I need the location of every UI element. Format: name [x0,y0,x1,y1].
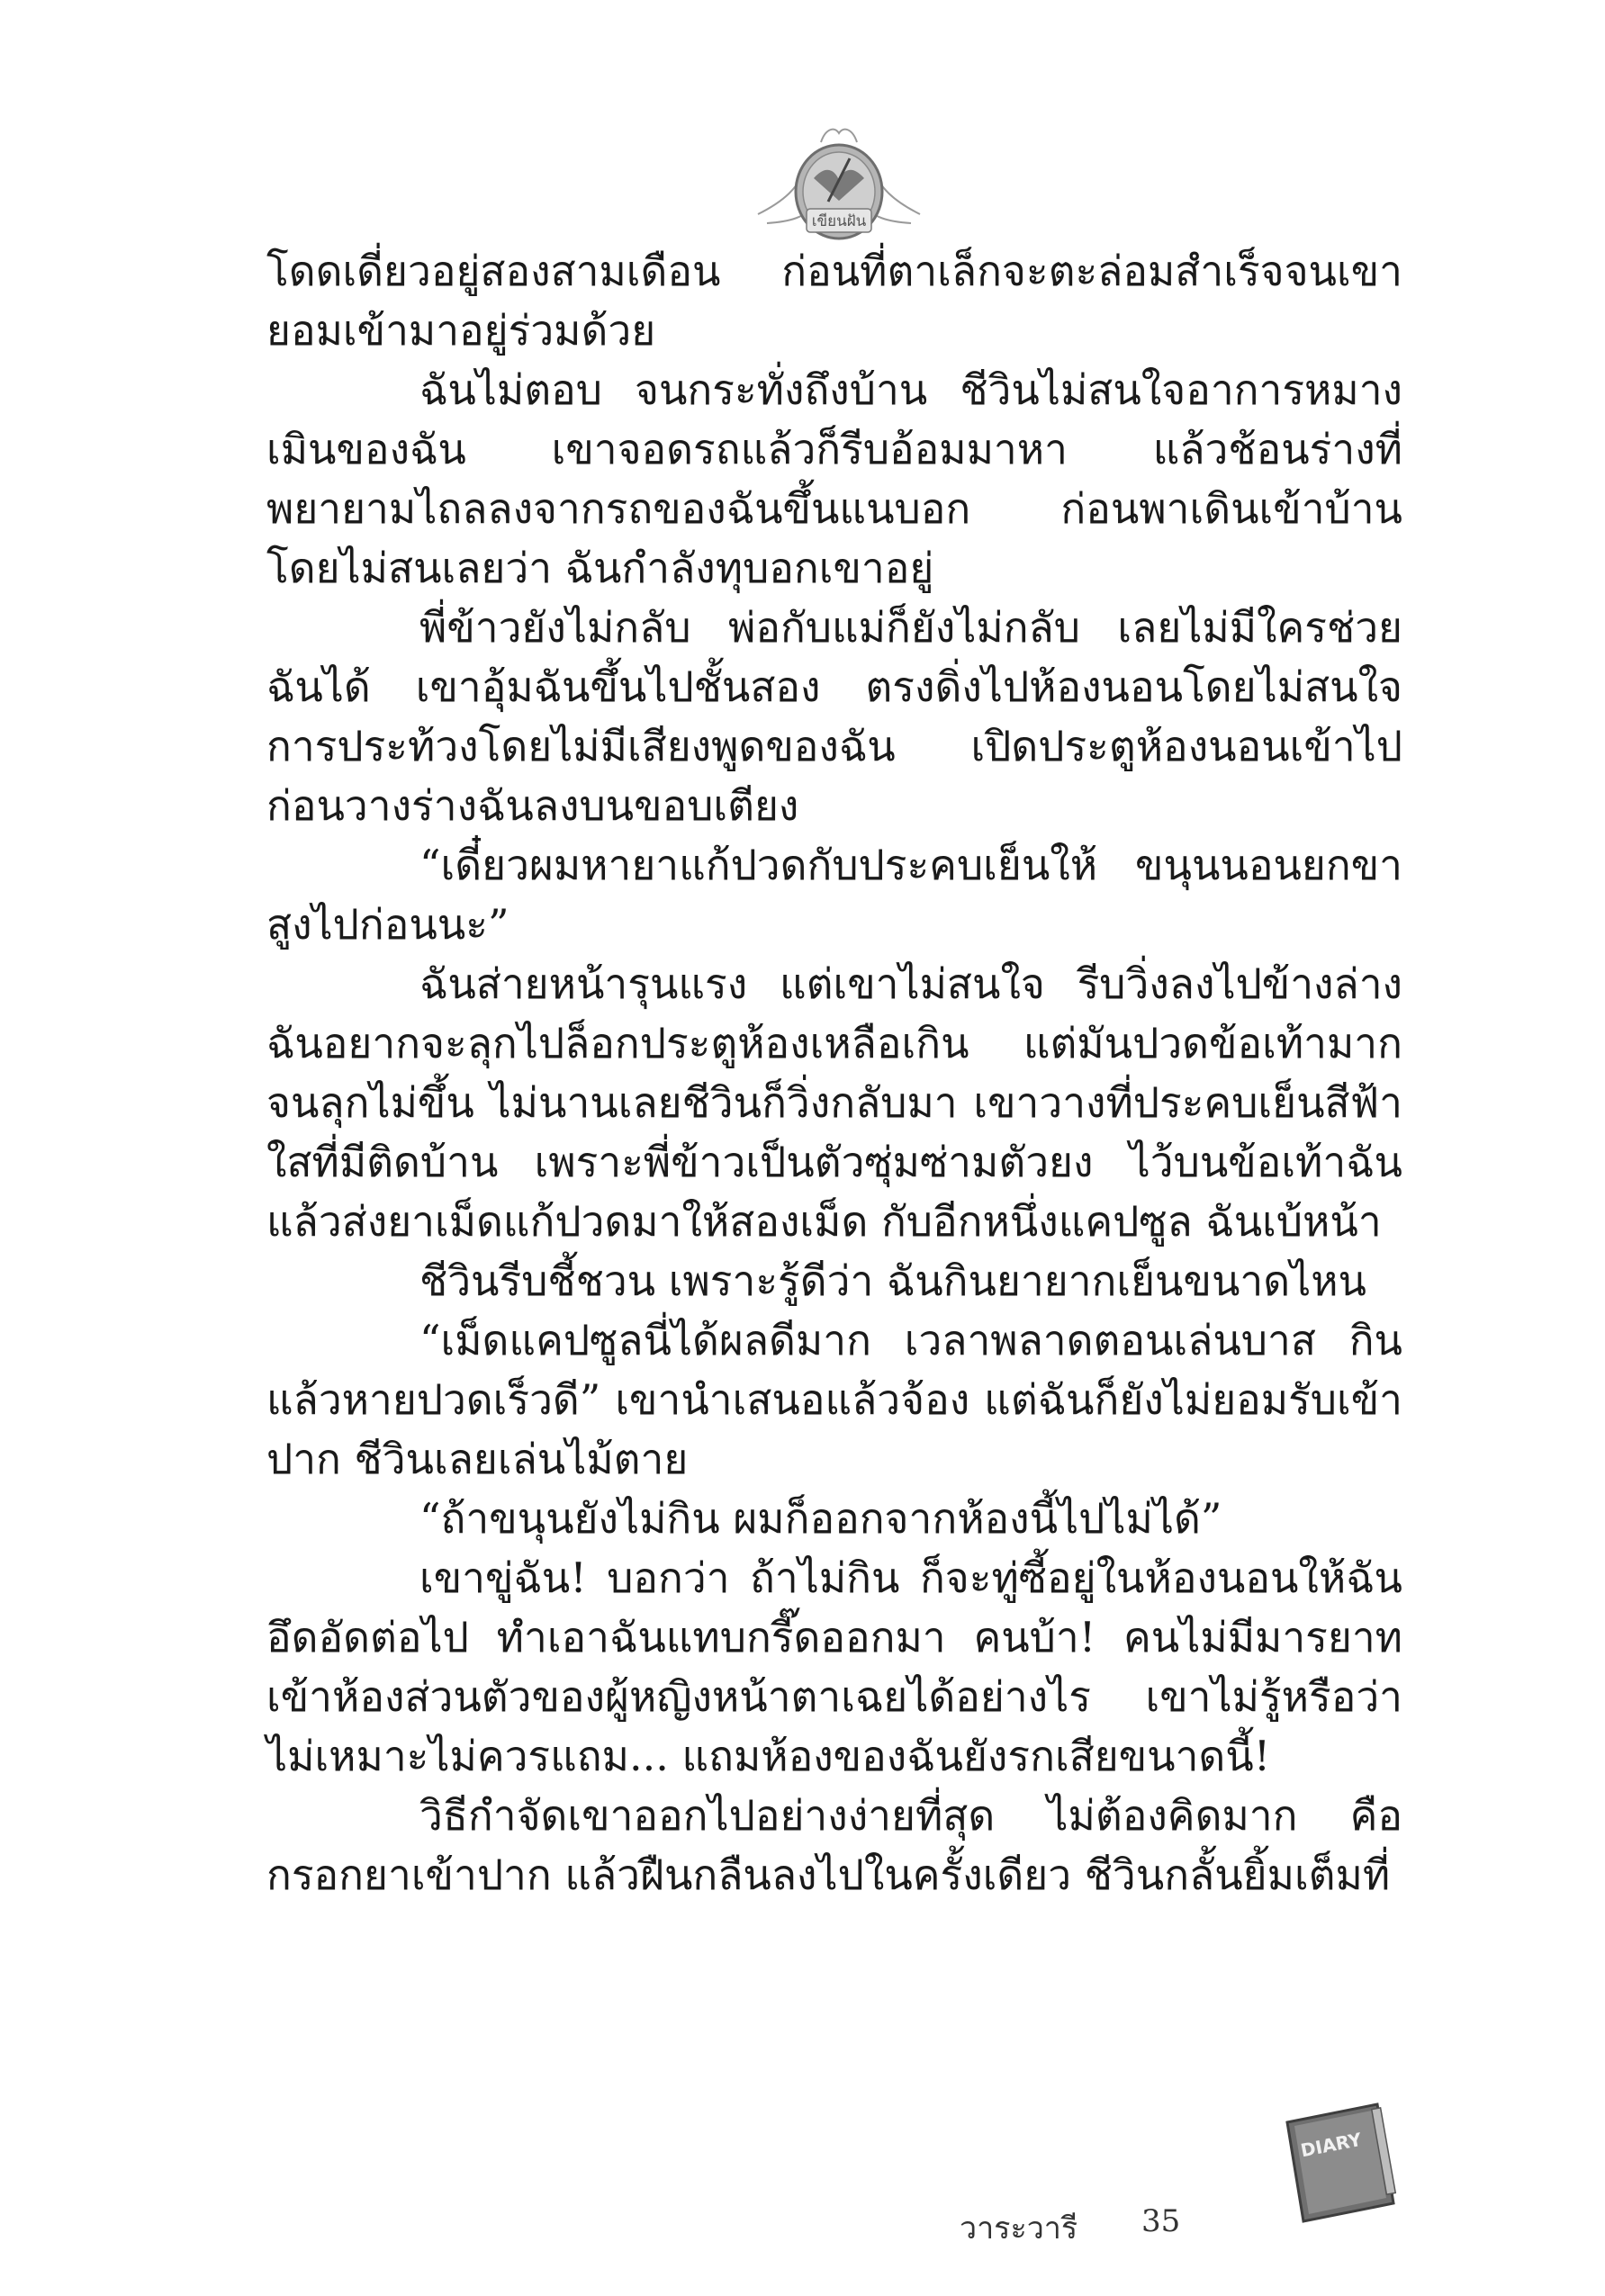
diary-label: DIARY [1298,2128,1364,2162]
paragraph: ชีวินรีบชี้ชวน เพราะรู้ดีว่า ฉันกินยายากเย็นขนาดไหน [419,1256,1367,1305]
paragraph: ฉันส่ายหน้ารุนแรง แต่เขาไม่สนใจ รีบวิ่งลงไปข้างล่าง ฉันอยากจะลุกไปล็อกประตูห้องเหลือเกิน แต่มันปวดข้อเท้ามากจนลุกไม่ขึ้น ไม่นานเลยชีวินก็วิ่งกลับมา เขาวางที่ประคบเย็นสีฟ้าใสที่มีติดบ้าน เพราะพี่ข้าวเป็นตัวซุ่มซ่ามตัวยง ไว้บนข้อเท้าฉัน แล้วส่งยาเม็ดแก้ปวดมาให้สองเม็ด กับอีกหนึ่งแคปซูล ฉันเบ้หน้า [266,959,1402,1246]
paragraph: “เม็ดแคปซูลนี่ได้ผลดีมาก เวลาพลาดตอนเล่นบาส กินแล้วหายปวดเร็วดี” เขานำเสนอแล้วจ้อง แต่ฉันก็ยังไม่ยอมรับเข้าปาก ชีวินเลยเล่นไม้ตาย [266,1316,1402,1483]
body-text [266,241,1402,1904]
paragraph: “ถ้าขนุนยังไม่กิน ผมก็ออกจากห้องนี้ไปไม่ได้” [419,1494,1222,1543]
diary-book-icon [1278,2095,1404,2230]
logo-label: เขียนฝัน [811,212,867,230]
page-number: 35 [1141,2203,1181,2239]
header-ornament-logo [749,115,929,250]
running-title: วาระวารี [960,2210,1078,2246]
paragraph: โดดเดี่ยวอยู่สองสามเดือน ก่อนที่ตาเล็กจะตะล่อมสำเร็จจนเขายอมเข้ามาอยู่ร่วมด้วย [266,247,1402,355]
paragraph: วิธีกำจัดเขาออกไปอย่างง่ายที่สุด ไม่ต้องคิดมาก คือกรอกยาเข้าปาก แล้วฝืนกลืนลงไปในครั้งเดียว ชีวินกลั้นยิ้มเต็มที่ [266,1791,1402,1899]
paragraph: “เดี๋ยวผมหายาแก้ปวดกับประคบเย็นให้ ขนุนนอนยกขาสูงไปก่อนนะ” [266,841,1402,949]
page-footer [0,2128,1605,2293]
paragraph: เขาขู่ฉัน! บอกว่า ถ้าไม่กิน ก็จะทู่ซี้อยู่ในห้องนอนให้ฉันอึดอัดต่อไป ทำเอาฉันแทบกรี๊ดออกมา คนบ้า! คนไม่มีมารยาท เข้าห้องส่วนตัวของผู้หญิงหน้าตาเฉยได้อย่างไร เขาไม่รู้หรือว่า ไม่เหมาะไม่ควรแถม... แถมห้องของฉันยังรกเสียขนาดนี้! [266,1553,1402,1780]
paragraph: ฉันไม่ตอบ จนกระทั่งถึงบ้าน ชีวินไม่สนใจอาการหมางเมินของฉัน เขาจอดรถแล้วก็รีบอ้อมมาหา แล้วช้อนร่างที่พยายามไถลลงจากรถของฉันขึ้นแนบอก ก่อนพาเดินเข้าบ้าน โดยไม่สนเลยว่า ฉันกำลังทุบอกเขาอยู่ [266,365,1402,592]
paragraph: พี่ข้าวยังไม่กลับ พ่อกับแม่ก็ยังไม่กลับ เลยไม่มีใครช่วยฉันได้ เขาอุ้มฉันขึ้นไปชั้นสอง ตรงดิ่งไปห้องนอนโดยไม่สนใจการประท้วงโดยไม่มีเสียงพูดของฉัน เปิดประตูห้องนอนเข้าไป ก่อนวางร่างฉันลงบนขอบเตียง [266,603,1402,830]
